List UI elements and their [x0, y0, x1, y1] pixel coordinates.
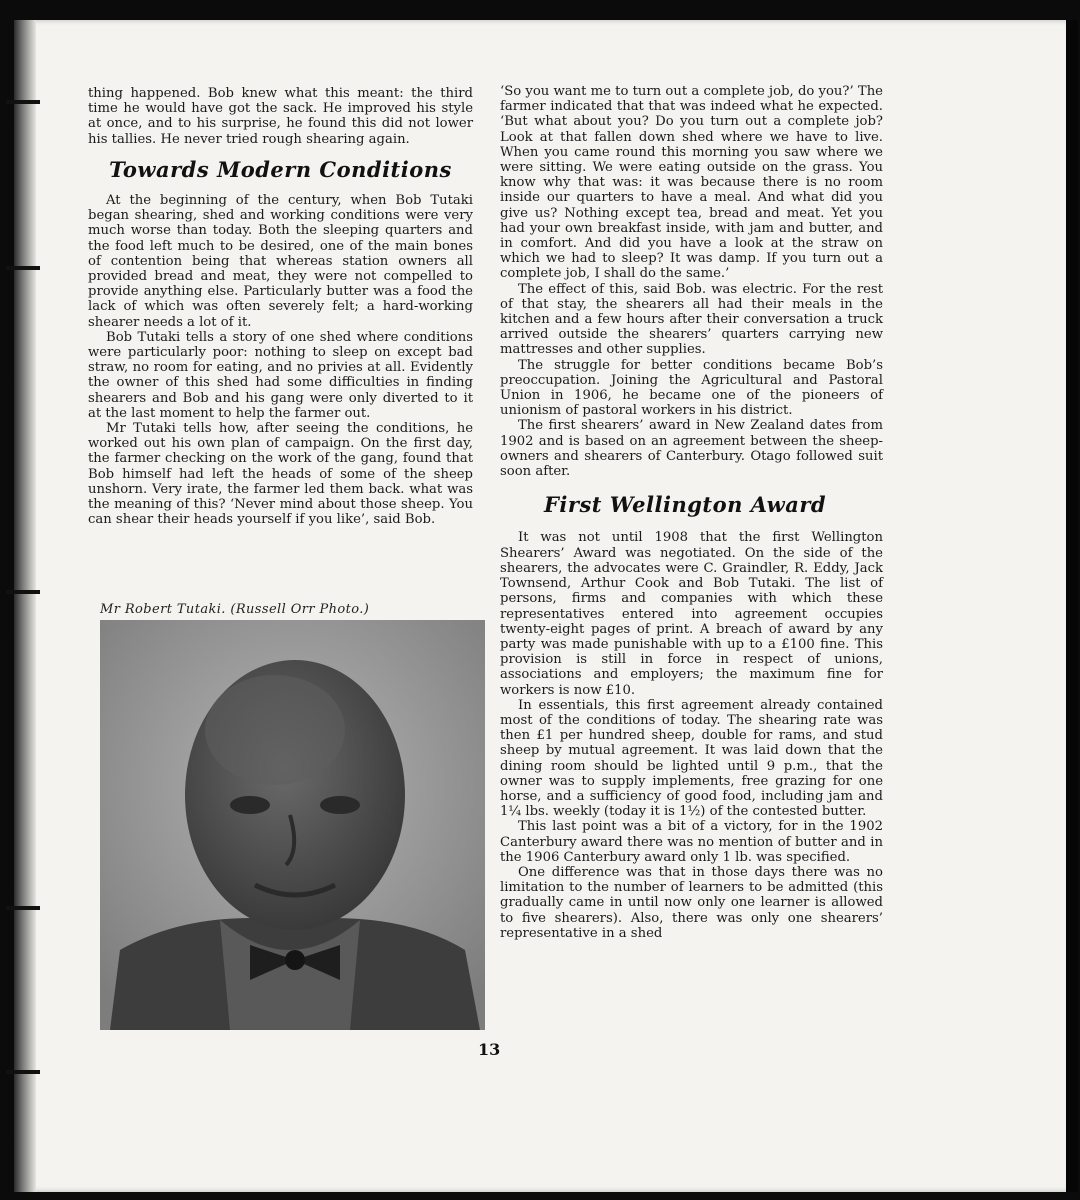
paragraph: In essentials, this first agreement already contained most of the conditions of today. The shearing rate was then £1 per hundred sheep, double for rams, and stud sheep by mutual agreement. It was laid down that the dining room should be lighted until 9 p.m., that the owner was to supply implements, free grazing for one horse, and a sufficiency of good food, including jam and 1¼ lbs. weekly (today it is 1½) of the contested butter. [500, 697, 883, 820]
binding-spine [14, 20, 36, 1192]
staple [6, 266, 40, 270]
paragraph: ‘So you want me to turn out a complete job, do you?’ The farmer indicated that that was indeed what he expected. ‘But what about you? Do you turn out a complete job? Look at that fallen down shed where we have to live. When you came round this morning you saw where we were sitting. We were eating outside on the grass. You know why that was: it was because there is no room inside our quarters to have a meal. And what did you give us? Nothing except tea, bread and meat. Yet you had your own breakfast inside, with jam and butter, and in comfort. And did you have a look at the straw on which we had to sleep? It was damp. If you turn out a complete job, I shall do the same.’ [500, 84, 883, 282]
paragraph: One difference was that in those days there was no limitation to the number of learners to be admitted (this gradually came in until now only one learner is allowed to five shearers). Also, there was only one shearers’ representative in a shed [500, 864, 883, 941]
paragraph: The first shearers’ award in New Zealand dates from 1902 and is based on an agreement between the sheep-owners and shearers of Canterbury. Otago followed suit soon after. [500, 418, 883, 480]
paragraph: Mr Tutaki tells how, after seeing the conditions, he worked out his own plan of campaign. On the first day, the farmer checking on the work of the gang, found that Bob himself had left the heads of some of the sheep unshorn. Very irate, the farmer led them back. what was the meaning of this? ‘Never mind about those sheep. You can shear their heads yourself if you like’, said Bob. [88, 421, 473, 528]
right-column [500, 84, 883, 941]
scan-edge [1066, 20, 1078, 1192]
paragraph: At the beginning of the century, when Bob Tutaki began shearing, shed and working conditions were very much worse than today. Both the sleeping quarters and the food left much to be desired, one of the main bones of contention being that whereas station owners all provided bread and meat, they were not compelled to provide anything else. Particularly butter was a food the lack of which was often severely felt; a hard-working shearer needs a lot of it. [88, 193, 473, 330]
paragraph: It was not until 1908 that the first Wellington Shearers’ Award was negotiated. On the side of the shearers, the advocates were C. Graindler, R. Eddy, Jack Townsend, Arthur Cook and Bob Tutaki. The list of persons, firms and companies with which these representatives entered into agreement occupies twenty-eight pages of print. A breach of award by any party was made punishable with up to a £100 fine. This provision is still in force in respect of unions, associations and employers; the maximum fine for workers is now £10. [500, 530, 883, 698]
paragraph: Bob Tutaki tells a story of one shed where conditions were particularly poor: nothing to sleep on except bad straw, no room for eating, and no privies at all. Evidently the owner of this shed had some difficulties in finding shearers and Bob and his gang were only diverted to it at the last moment to help the farmer out. [88, 329, 473, 421]
intro-paragraph: thing happened. Bob knew what this meant: the third time he would have got the sack. He improved his style at once, and to his surprise, he found this did not lower his tallies. He never tried rough shearing again. [88, 86, 473, 147]
left-column [88, 86, 473, 527]
staple [6, 906, 40, 910]
paragraph: The struggle for better conditions became Bob’s preoccupation. Joining the Agricultural and Pastoral Union in 1906, he became one of the pioneers of unionism of pastoral workers in his district. [500, 357, 883, 419]
section-heading-first-wellington-award: First Wellington Award [544, 492, 827, 518]
portrait-photo [100, 620, 485, 1030]
photo-caption: Mr Robert Tutaki. (Russell Orr Photo.) [100, 602, 370, 617]
staple [6, 590, 40, 594]
staple [6, 1070, 40, 1074]
paragraph: The effect of this, said Bob. was electric. For the rest of that stay, the shearers all had their meals in the kitchen and a few hours after their conversation a truck arrived outside the shearers’ quarters carrying new mattresses and other supplies. [500, 281, 883, 358]
section-heading-towards-modern-conditions: Towards Modern Conditions [109, 156, 452, 182]
staple [6, 100, 40, 104]
page-number: 13 [478, 1040, 501, 1059]
paragraph: This last point was a bit of a victory, for in the 1902 Canterbury award there was no mention of butter and in the 1906 Canterbury award only 1 lb. was specified. [500, 819, 883, 865]
portrait-image [100, 620, 485, 1030]
